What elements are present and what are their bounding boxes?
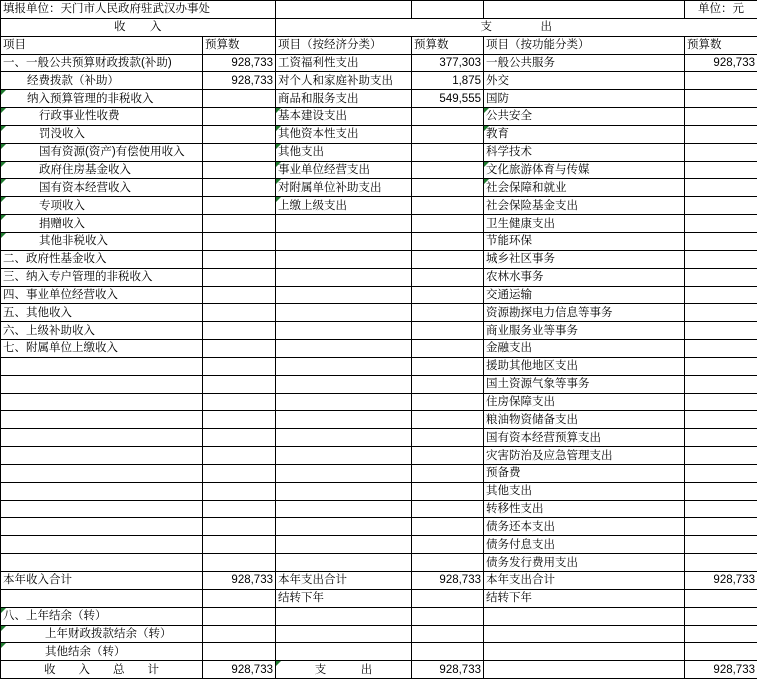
blank-cell — [1, 500, 203, 518]
income-item-value — [203, 268, 276, 286]
blank-cell — [276, 250, 412, 268]
blank-cell — [276, 375, 412, 393]
econ-item-label: 其他支出 — [276, 143, 412, 161]
func-item-value — [685, 375, 757, 393]
income-item-value — [203, 340, 276, 358]
blank-cell — [276, 304, 412, 322]
table-row — [1, 250, 757, 268]
blank-cell — [203, 375, 276, 393]
func-item-label: 商业服务业等事务 — [484, 322, 685, 340]
func-item-value — [685, 125, 757, 143]
econ-item-label: 事业单位经营支出 — [276, 161, 412, 179]
blank-cell — [412, 589, 484, 607]
blank-cell — [412, 322, 484, 340]
blank-cell — [412, 286, 484, 304]
blank-cell — [412, 464, 484, 482]
func-item-value — [685, 197, 757, 215]
income-item-value — [203, 161, 276, 179]
econ-item-value: 549,555 — [412, 90, 484, 108]
blank-cell — [276, 411, 412, 429]
func-item-label: 外交 — [484, 72, 685, 90]
blank-cell — [203, 500, 276, 518]
table-row — [1, 429, 757, 447]
blank-cell — [203, 554, 276, 572]
func-item-label: 债务还本支出 — [484, 518, 685, 536]
func-item-value: 928,733 — [685, 54, 757, 72]
blank-cell — [203, 607, 276, 625]
table-row — [1, 375, 757, 393]
func-item-value — [685, 161, 757, 179]
table-row — [1, 143, 757, 161]
table-row — [1, 161, 757, 179]
func-item-label: 转移性支出 — [484, 500, 685, 518]
func-item-label: 节能环保 — [484, 232, 685, 250]
func-item-label: 科学技术 — [484, 143, 685, 161]
func-item-label: 公共安全 — [484, 108, 685, 126]
func-item-label: 债务发行费用支出 — [484, 554, 685, 572]
blank-cell — [276, 322, 412, 340]
blank-cell — [1, 536, 203, 554]
blank-cell — [1, 411, 203, 429]
income-item-label: 罚没收入 — [1, 125, 203, 143]
func-item-label: 社会保险基金支出 — [484, 197, 685, 215]
blank-cell — [203, 482, 276, 500]
income-item-value — [203, 215, 276, 233]
blank-cell — [203, 411, 276, 429]
func-item-value — [685, 500, 757, 518]
blank-cell — [276, 340, 412, 358]
reporting-unit: 填报单位：天门市人民政府驻武汉办事处 — [1, 1, 276, 19]
table-row — [1, 554, 757, 572]
income-item-value — [203, 232, 276, 250]
income-item-label: 五、其他收入 — [1, 304, 203, 322]
func-item-value — [685, 250, 757, 268]
income-item-value — [203, 108, 276, 126]
econ-item-label: 商品和服务支出 — [276, 90, 412, 108]
income-year-total-label: 本年收入合计 — [1, 572, 203, 590]
income-item-label: 二、政府性基金收入 — [1, 250, 203, 268]
table-row — [1, 90, 757, 108]
income-item-value: 928,733 — [203, 72, 276, 90]
other-balance-row — [1, 643, 757, 661]
func-item-value — [685, 357, 757, 375]
blank-cell — [412, 215, 484, 233]
table-row — [1, 54, 757, 72]
header-blank-a — [276, 1, 412, 19]
econ-item-label: 其他资本性支出 — [276, 125, 412, 143]
table-row — [1, 411, 757, 429]
func-item-label: 金融支出 — [484, 340, 685, 358]
table-row — [1, 286, 757, 304]
func-item-label: 教育 — [484, 125, 685, 143]
col-income-budget: 预算数 — [203, 36, 276, 54]
econ-item-label: 工资福利性支出 — [276, 54, 412, 72]
blank-cell — [1, 429, 203, 447]
blank-cell — [276, 554, 412, 572]
table-row — [1, 536, 757, 554]
blank-cell — [276, 429, 412, 447]
func-item-label: 国防 — [484, 90, 685, 108]
income-grand-total-label: 收 入 总 计 — [1, 661, 203, 679]
blank-cell — [203, 429, 276, 447]
func-item-value — [685, 215, 757, 233]
econ-item-value: 1,875 — [412, 72, 484, 90]
income-item-value — [203, 179, 276, 197]
blank-cell — [412, 357, 484, 375]
income-item-value — [203, 143, 276, 161]
blank-cell — [276, 286, 412, 304]
table-row — [1, 304, 757, 322]
func-item-value — [685, 429, 757, 447]
func-item-value — [685, 72, 757, 90]
econ-carry-label: 结转下年 — [276, 589, 412, 607]
income-year-total-row — [1, 572, 757, 590]
blank-cell — [276, 268, 412, 286]
blank-cell — [203, 536, 276, 554]
table-row — [1, 340, 757, 358]
income-item-value — [203, 322, 276, 340]
income-item-value — [203, 250, 276, 268]
prev-balance-row — [1, 607, 757, 625]
income-item-label: 三、纳入专户管理的非税收入 — [1, 268, 203, 286]
blank-cell — [1, 447, 203, 465]
func-item-value — [685, 304, 757, 322]
income-item-label: 六、上级补助收入 — [1, 322, 203, 340]
econ-item-value: 377,303 — [412, 54, 484, 72]
blank-cell — [203, 643, 276, 661]
blank-cell — [412, 268, 484, 286]
table-row — [1, 464, 757, 482]
func-item-value — [685, 232, 757, 250]
table-row — [1, 268, 757, 286]
table-row — [1, 322, 757, 340]
blank-cell — [412, 518, 484, 536]
table-row — [1, 447, 757, 465]
func-item-label: 住房保障支出 — [484, 393, 685, 411]
carry-forward-row — [1, 589, 757, 607]
blank-cell — [1, 464, 203, 482]
func-item-value — [685, 464, 757, 482]
func-item-value — [685, 108, 757, 126]
blank-cell — [1, 518, 203, 536]
func-grand-total-value: 928,733 — [685, 661, 757, 679]
table-row — [1, 482, 757, 500]
blank-cell — [412, 447, 484, 465]
currency-unit: 单位：元 — [685, 1, 757, 19]
func-item-label: 其他支出 — [484, 482, 685, 500]
blank-cell — [484, 661, 685, 679]
income-item-value: 928,733 — [203, 54, 276, 72]
func-item-label: 文化旅游体育与传媒 — [484, 161, 685, 179]
econ-item-label: 对附属单位补助支出 — [276, 179, 412, 197]
blank-cell — [276, 464, 412, 482]
func-item-value — [685, 286, 757, 304]
func-item-label: 粮油物资储备支出 — [484, 411, 685, 429]
func-item-value — [685, 411, 757, 429]
econ-item-value — [412, 143, 484, 161]
blank-cell — [412, 304, 484, 322]
table-row — [1, 357, 757, 375]
col-item: 项目 — [1, 36, 203, 54]
func-item-value — [685, 447, 757, 465]
func-item-label: 资源勘探电力信息等事务 — [484, 304, 685, 322]
table-row — [1, 72, 757, 90]
blank-cell — [412, 536, 484, 554]
econ-item-label: 基本建设支出 — [276, 108, 412, 126]
blank-cell — [276, 357, 412, 375]
func-item-label: 社会保障和就业 — [484, 179, 685, 197]
blank-cell — [484, 625, 685, 643]
header-blank-b — [412, 1, 484, 19]
blank-cell — [1, 482, 203, 500]
func-item-label: 国有资本经营预算支出 — [484, 429, 685, 447]
blank-cell — [276, 393, 412, 411]
blank-cell — [276, 500, 412, 518]
table-row — [1, 215, 757, 233]
func-item-label: 卫生健康支出 — [484, 215, 685, 233]
func-item-label: 援助其他地区支出 — [484, 357, 685, 375]
table-row — [1, 500, 757, 518]
func-item-label: 预备费 — [484, 464, 685, 482]
func-item-label: 国土资源气象等事务 — [484, 375, 685, 393]
income-item-label: 一、一般公共预算财政拨款(补助) — [1, 54, 203, 72]
prev-fiscal-row — [1, 625, 757, 643]
econ-item-label: 对个人和家庭补助支出 — [276, 72, 412, 90]
blank-cell — [1, 554, 203, 572]
expense-grand-total-label: 支 出 — [276, 661, 412, 679]
func-item-value — [685, 536, 757, 554]
income-item-value — [203, 286, 276, 304]
blank-cell — [412, 554, 484, 572]
func-item-value — [685, 268, 757, 286]
income-item-label: 专项收入 — [1, 197, 203, 215]
income-item-label: 经费拨款（补助） — [1, 72, 203, 90]
income-item-label: 国有资源(资产)有偿使用收入 — [1, 143, 203, 161]
blank-cell — [412, 411, 484, 429]
blank-cell — [276, 625, 412, 643]
income-item-value — [203, 125, 276, 143]
blank-cell — [412, 429, 484, 447]
income-item-label: 捐赠收入 — [1, 215, 203, 233]
income-year-total-value: 928,733 — [203, 572, 276, 590]
blank-cell — [203, 518, 276, 536]
table-row — [1, 393, 757, 411]
func-item-label: 交通运输 — [484, 286, 685, 304]
func-item-label: 农林水事务 — [484, 268, 685, 286]
income-item-label: 纳入预算管理的非税收入 — [1, 90, 203, 108]
func-item-label: 城乡社区事务 — [484, 250, 685, 268]
blank-cell — [1, 375, 203, 393]
econ-year-total-label: 本年支出合计 — [276, 572, 412, 590]
table-row — [1, 518, 757, 536]
table-row — [1, 232, 757, 250]
func-carry-label: 结转下年 — [484, 589, 685, 607]
func-item-value — [685, 554, 757, 572]
blank-cell — [276, 518, 412, 536]
blank-cell — [685, 625, 757, 643]
func-item-label: 一般公共服务 — [484, 54, 685, 72]
col-econ-item: 项目（按经济分类） — [276, 36, 412, 54]
econ-item-value — [412, 179, 484, 197]
blank-cell — [484, 643, 685, 661]
econ-year-total-value: 928,733 — [412, 572, 484, 590]
blank-cell — [276, 482, 412, 500]
table-row — [1, 108, 757, 126]
blank-cell — [685, 607, 757, 625]
blank-cell — [203, 447, 276, 465]
func-item-value — [685, 340, 757, 358]
func-item-value — [685, 90, 757, 108]
blank-cell — [412, 250, 484, 268]
section-row — [1, 18, 757, 36]
other-balance-label: 其他结余（转） — [1, 643, 203, 661]
blank-cell — [203, 464, 276, 482]
col-econ-budget: 预算数 — [412, 36, 484, 54]
blank-cell — [484, 607, 685, 625]
func-item-value — [685, 518, 757, 536]
income-item-label: 国有资本经营收入 — [1, 179, 203, 197]
income-item-value — [203, 304, 276, 322]
blank-cell — [412, 482, 484, 500]
col-func-budget: 预算数 — [685, 36, 757, 54]
blank-cell — [412, 607, 484, 625]
expense-section-title: 支 出 — [276, 18, 757, 36]
func-item-label: 灾害防治及应急管理支出 — [484, 447, 685, 465]
func-year-total-label: 本年支出合计 — [484, 572, 685, 590]
income-item-label: 其他非税收入 — [1, 232, 203, 250]
func-item-value — [685, 393, 757, 411]
econ-item-value — [412, 125, 484, 143]
prev-balance-label: 八、上年结余（转） — [1, 607, 203, 625]
econ-item-value — [412, 197, 484, 215]
func-year-total-value: 928,733 — [685, 572, 757, 590]
income-item-label: 政府住房基金收入 — [1, 161, 203, 179]
econ-item-value — [412, 161, 484, 179]
blank-cell — [412, 625, 484, 643]
blank-cell — [276, 536, 412, 554]
func-item-value — [685, 482, 757, 500]
blank-cell — [203, 625, 276, 643]
table-row — [1, 197, 757, 215]
income-item-value — [203, 197, 276, 215]
blank-cell — [1, 589, 203, 607]
blank-cell — [685, 589, 757, 607]
header-row — [1, 1, 757, 19]
table-row — [1, 125, 757, 143]
func-item-value — [685, 322, 757, 340]
blank-cell — [1, 357, 203, 375]
blank-cell — [1, 393, 203, 411]
blank-cell — [276, 643, 412, 661]
func-item-label: 债务付息支出 — [484, 536, 685, 554]
income-item-label: 七、附属单位上缴收入 — [1, 340, 203, 358]
blank-cell — [276, 232, 412, 250]
blank-cell — [276, 607, 412, 625]
column-header-row — [1, 36, 757, 54]
blank-cell — [412, 643, 484, 661]
blank-cell — [412, 500, 484, 518]
blank-cell — [412, 375, 484, 393]
blank-cell — [276, 447, 412, 465]
econ-grand-total-value: 928,733 — [412, 661, 484, 679]
income-item-label: 行政事业性收费 — [1, 108, 203, 126]
blank-cell — [412, 340, 484, 358]
econ-item-label: 上缴上级支出 — [276, 197, 412, 215]
econ-item-value — [412, 108, 484, 126]
func-item-value — [685, 143, 757, 161]
col-func-item: 项目（按功能分类） — [484, 36, 685, 54]
blank-cell — [685, 643, 757, 661]
blank-cell — [412, 393, 484, 411]
blank-cell — [276, 215, 412, 233]
income-section-title: 收 入 — [1, 18, 276, 36]
blank-cell — [203, 393, 276, 411]
prev-fiscal-label: 上年财政拨款结余（转） — [1, 625, 203, 643]
header-blank-c — [484, 1, 685, 19]
blank-cell — [203, 357, 276, 375]
func-item-value — [685, 179, 757, 197]
income-item-label: 四、事业单位经营收入 — [1, 286, 203, 304]
grand-total-row — [1, 661, 757, 679]
blank-cell — [203, 589, 276, 607]
income-item-value — [203, 90, 276, 108]
table-row — [1, 179, 757, 197]
income-grand-total-value: 928,733 — [203, 661, 276, 679]
blank-cell — [412, 232, 484, 250]
